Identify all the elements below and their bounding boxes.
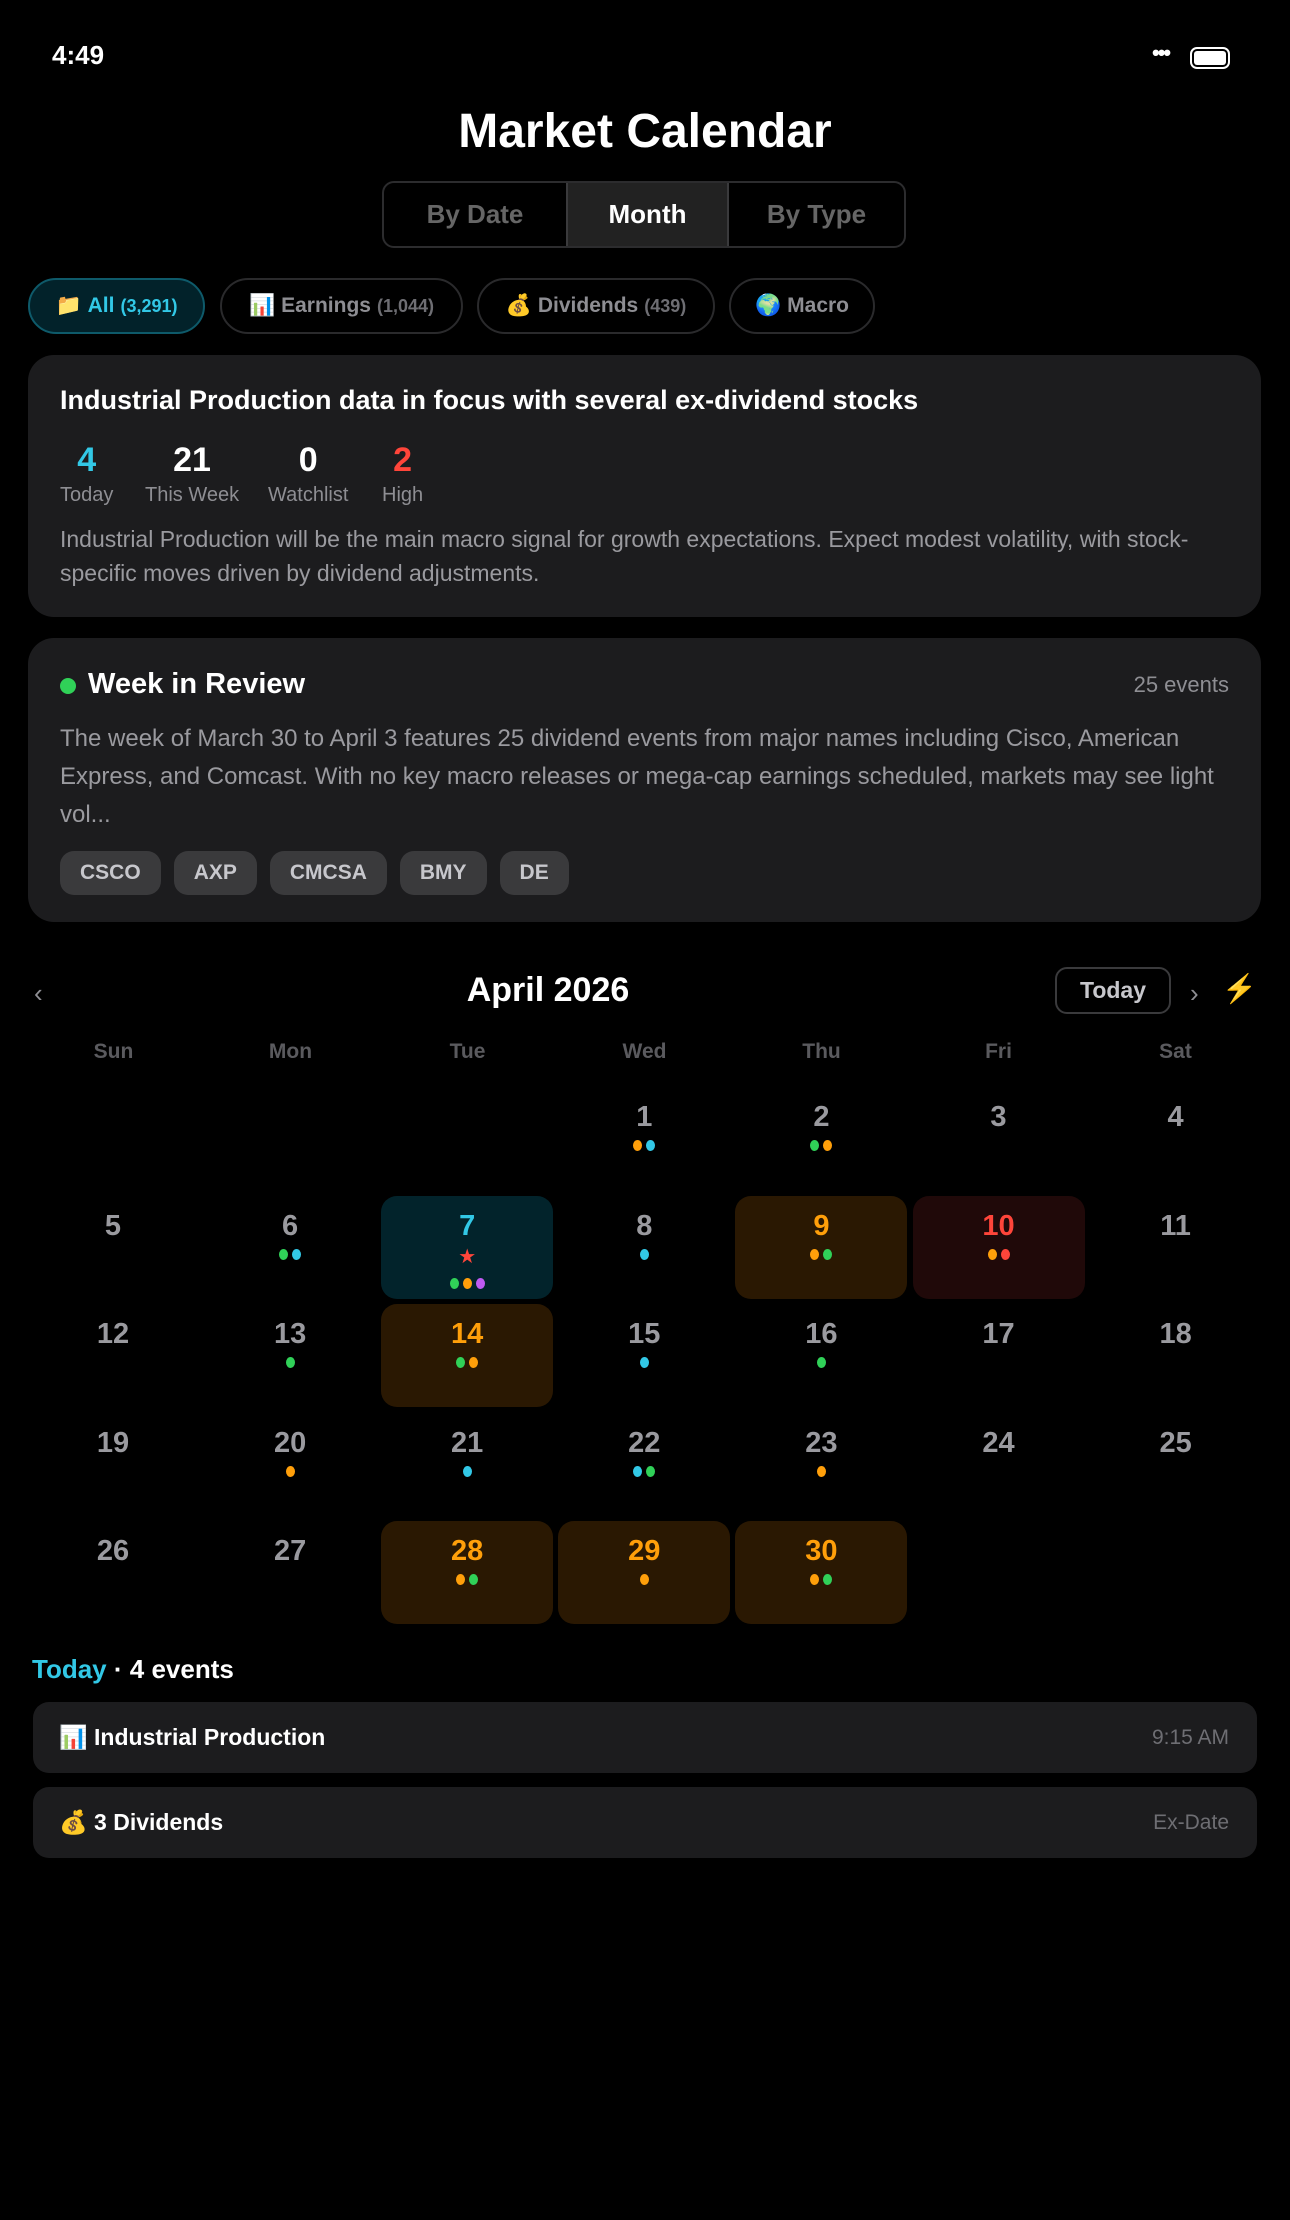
event-dots: [558, 1140, 730, 1151]
event-dot-green: [456, 1357, 465, 1368]
event-dot-orange: [817, 1466, 826, 1477]
event-dot-cyan: [646, 1140, 655, 1151]
chart-icon: 📊: [248, 294, 276, 317]
weekday-thu: Thu: [802, 1040, 841, 1063]
day-number: 8: [636, 1209, 653, 1242]
calendar-day-6[interactable]: [204, 1196, 376, 1299]
event-dot-orange: [286, 1466, 295, 1477]
tab-month[interactable]: Month: [566, 183, 729, 246]
calendar-day-28[interactable]: [381, 1521, 553, 1624]
page-title: Market Calendar: [458, 105, 832, 158]
money-bag-icon: 💰: [505, 294, 532, 317]
calendar-day-16[interactable]: [735, 1304, 907, 1407]
ticker-tag[interactable]: CMCSA: [270, 851, 387, 895]
calendar-day-19[interactable]: [27, 1413, 199, 1516]
calendar-day-20[interactable]: [204, 1413, 376, 1516]
event-dot-cyan: [633, 1466, 642, 1477]
day-number: 9: [813, 1209, 830, 1242]
event-dot-cyan: [640, 1357, 649, 1368]
filter-count: (3,291): [120, 295, 178, 316]
calendar-day-13[interactable]: [204, 1304, 376, 1407]
day-number: 22: [628, 1426, 661, 1459]
calendar-day-10[interactable]: [913, 1196, 1085, 1299]
today-count: · 4 events: [113, 1654, 234, 1684]
tab-by-type[interactable]: By Type: [766, 199, 867, 229]
event-dots: [204, 1466, 376, 1477]
event-label: Industrial Production: [94, 1724, 326, 1750]
stat-high: 2 High: [382, 441, 424, 506]
day-number: 10: [982, 1209, 1015, 1242]
event-dot-green: [286, 1357, 295, 1368]
calendar-day-21[interactable]: [381, 1413, 553, 1516]
event-dot-cyan: [292, 1249, 301, 1260]
day-number: 23: [805, 1426, 838, 1459]
event-dot-orange: [633, 1140, 642, 1151]
event-dots: [913, 1249, 1085, 1260]
calendar-day-5[interactable]: [27, 1196, 199, 1299]
calendar-day-18[interactable]: [1090, 1304, 1262, 1407]
event-dots: [558, 1466, 730, 1477]
event-dot-green: [450, 1278, 459, 1289]
calendar-day-9[interactable]: [735, 1196, 907, 1299]
event-dot-purple: [476, 1278, 485, 1289]
event-dot-green: [823, 1574, 832, 1585]
event-dots: [735, 1249, 907, 1260]
review-count: 25 events: [1133, 672, 1229, 697]
money-bag-icon: 💰: [59, 1809, 88, 1835]
summary-body: Industrial Production will be the main macro signal for growth expectations. Expect modest volatility, with stock-specific moves driven by dividend adjustments.: [60, 526, 1189, 586]
day-number: 24: [982, 1426, 1015, 1459]
event-dot-green: [810, 1140, 819, 1151]
filter-dividends[interactable]: [477, 278, 715, 334]
day-number: 14: [451, 1318, 484, 1350]
filter-label: Earnings: [281, 294, 371, 317]
weekday-tue: Tue: [449, 1040, 486, 1063]
event-dots: [735, 1357, 907, 1368]
event-dot-orange: [810, 1249, 819, 1260]
event-dot-green: [279, 1249, 288, 1260]
ticker-tag[interactable]: AXP: [174, 851, 257, 895]
day-number: 19: [96, 1426, 130, 1459]
filter-count: (1,044): [376, 295, 435, 316]
battery-icon: [1190, 47, 1230, 69]
event-dot-green: [469, 1574, 478, 1585]
filter-macro[interactable]: [729, 278, 875, 334]
calendar-day-11[interactable]: [1090, 1196, 1262, 1299]
weekday-fri: Fri: [985, 1040, 1012, 1063]
calendar-day-14[interactable]: [381, 1304, 553, 1407]
calendar-day-7[interactable]: [381, 1196, 553, 1299]
calendar-day-12[interactable]: [27, 1304, 199, 1407]
day-number: 21: [451, 1426, 484, 1459]
day-number: 4: [1167, 1101, 1184, 1133]
event-dots: [558, 1574, 730, 1585]
status-dot-icon: [60, 678, 76, 694]
calendar-day-1[interactable]: [558, 1087, 730, 1190]
day-number: 13: [273, 1318, 307, 1350]
calendar-day-24[interactable]: [913, 1413, 1085, 1516]
calendar-day-15[interactable]: [558, 1304, 730, 1407]
day-number: 28: [451, 1535, 484, 1567]
event-dots: [381, 1278, 553, 1289]
view-segmented-control: [382, 181, 906, 248]
day-number: 18: [1159, 1318, 1192, 1350]
filter-all[interactable]: [28, 278, 205, 334]
calendar-day-8[interactable]: [558, 1196, 730, 1299]
day-number: 25: [1159, 1426, 1192, 1459]
review-body: The week of March 30 to April 3 features 25 dividend events from major names including Cisco, American Express, and Comcast. With no key macro releases or mega-cap earnings scheduled, markets may see light vol...: [60, 725, 1214, 828]
filter-label: Dividends: [537, 294, 639, 317]
event-time: 9:15 AM: [1151, 1725, 1229, 1749]
day-number: 26: [96, 1535, 130, 1567]
summary-card: [28, 355, 1261, 617]
day-number: 16: [805, 1318, 838, 1350]
calendar-day-26[interactable]: [27, 1521, 199, 1624]
event-meta: Ex-Date: [1153, 1810, 1229, 1834]
day-number: 12: [96, 1318, 130, 1350]
event-dot-cyan: [640, 1249, 649, 1260]
calendar-day-25[interactable]: [1090, 1413, 1262, 1516]
event-dots: [558, 1357, 730, 1368]
ticker-tag[interactable]: DE: [500, 851, 569, 895]
ticker-tag[interactable]: BMY: [400, 851, 487, 895]
event-dots: [381, 1574, 553, 1585]
day-number: 29: [628, 1535, 661, 1567]
day-number: 6: [282, 1209, 299, 1242]
high-impact-star-icon: ★: [458, 1245, 477, 1268]
day-number: 27: [273, 1535, 307, 1567]
status-time: 4:49: [52, 40, 105, 70]
calendar-month-title: April 2026: [466, 971, 630, 1009]
day-number: 7: [459, 1209, 476, 1242]
today-label: Today: [32, 1654, 107, 1684]
day-number: 2: [813, 1101, 830, 1133]
event-dot-orange: [469, 1357, 478, 1368]
event-dot-red: [1001, 1249, 1010, 1260]
tab-by-date[interactable]: By Date: [426, 199, 524, 229]
calendar-day-17[interactable]: [913, 1304, 1085, 1407]
event-dot-orange: [463, 1278, 472, 1289]
stat-today: 4 Today: [60, 441, 114, 506]
event-dots: [735, 1574, 907, 1585]
day-number: 20: [273, 1426, 307, 1459]
event-dot-orange: [640, 1574, 649, 1585]
calendar-day-2[interactable]: [735, 1087, 907, 1190]
event-dot-green: [646, 1466, 655, 1477]
calendar-day-27[interactable]: [204, 1521, 376, 1624]
calendar-day-29[interactable]: [558, 1521, 730, 1624]
weekday-wed: Wed: [622, 1040, 667, 1063]
globe-icon: 🌍: [754, 294, 782, 317]
event-dots: [381, 1466, 553, 1477]
more-icon: •••: [1152, 40, 1170, 65]
day-number: 3: [990, 1101, 1007, 1133]
calendar-day-30[interactable]: [735, 1521, 907, 1624]
event-dots: [735, 1466, 907, 1477]
stat-watchlist: 0 Watchlist: [268, 441, 349, 506]
event-dots: [204, 1249, 376, 1260]
event-item[interactable]: [33, 1787, 1257, 1858]
event-dot-orange: [810, 1574, 819, 1585]
event-dots: [735, 1140, 907, 1151]
filter-earnings[interactable]: [220, 278, 463, 334]
event-dot-orange: [988, 1249, 997, 1260]
event-dots: [204, 1357, 376, 1368]
next-month-button[interactable]: ›: [1190, 978, 1199, 1008]
folder-icon: 📁: [55, 294, 82, 317]
calendar-day-22[interactable]: [558, 1413, 730, 1516]
chart-icon: 📊: [59, 1724, 88, 1750]
day-number: 30: [805, 1535, 838, 1567]
day-number: 15: [628, 1318, 661, 1350]
today-header: [32, 1654, 234, 1685]
prev-month-button[interactable]: ‹: [34, 978, 43, 1008]
event-dot-orange: [456, 1574, 465, 1585]
day-number: 1: [636, 1101, 653, 1133]
today-button[interactable]: Today: [1055, 967, 1171, 1014]
stat-this-week: 21 This Week: [145, 441, 240, 506]
ticker-tags: [60, 851, 569, 895]
weekday-mon: Mon: [268, 1040, 313, 1063]
filter-label: Macro: [787, 294, 849, 317]
event-dots: [381, 1357, 553, 1368]
day-number: 5: [104, 1209, 122, 1242]
summary-headline: Industrial Production data in focus with several ex-dividend stocks: [60, 385, 919, 415]
event-item[interactable]: [33, 1702, 1257, 1773]
filter-count: (439): [644, 295, 687, 316]
event-dot-orange: [823, 1140, 832, 1151]
weekday-sat: Sat: [1159, 1040, 1192, 1063]
filter-label: All: [87, 294, 115, 317]
calendar-day-3[interactable]: [913, 1087, 1085, 1190]
event-dots: [558, 1249, 730, 1260]
calendar-day-4[interactable]: [1090, 1087, 1262, 1190]
day-number: 11: [1160, 1209, 1191, 1242]
week-review-card[interactable]: [28, 638, 1261, 922]
event-dot-cyan: [463, 1466, 472, 1477]
event-label: 3 Dividends: [94, 1809, 224, 1835]
day-number: 17: [982, 1318, 1015, 1350]
ticker-tag[interactable]: CSCO: [60, 851, 161, 895]
lightning-icon[interactable]: ⚡: [1222, 973, 1257, 1004]
weekday-sun: Sun: [93, 1040, 134, 1063]
calendar-day-23[interactable]: [735, 1413, 907, 1516]
event-dot-green: [823, 1249, 832, 1260]
event-dot-green: [817, 1357, 826, 1368]
review-title: Week in Review: [88, 668, 306, 700]
